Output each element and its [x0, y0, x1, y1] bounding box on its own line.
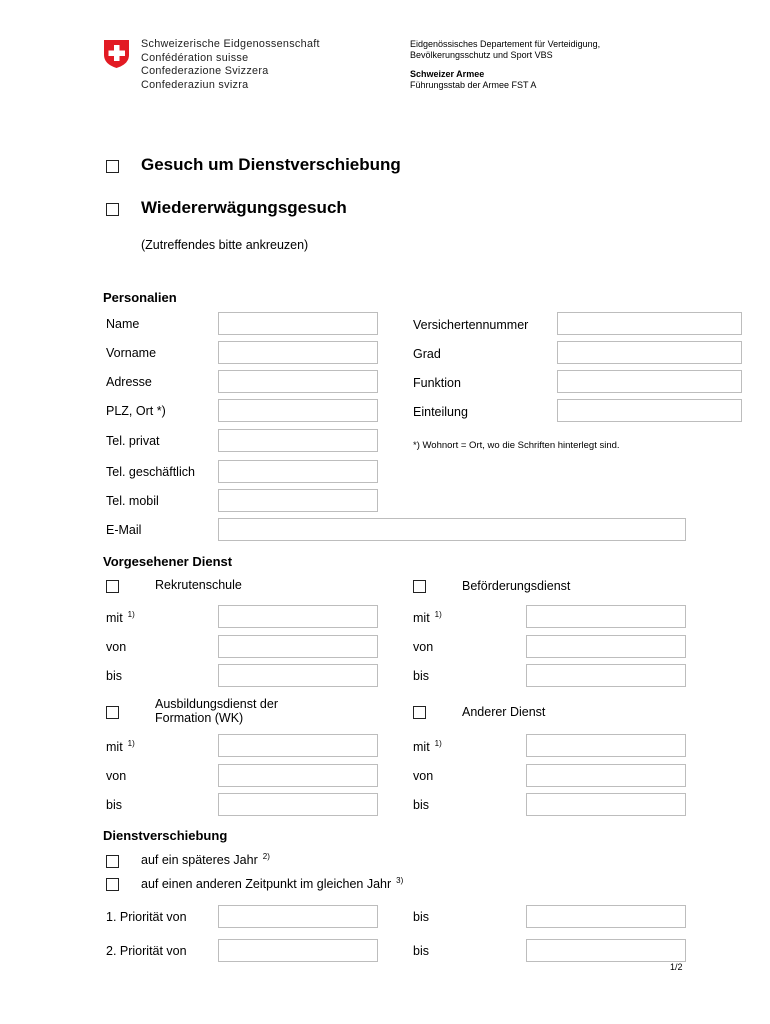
- checkbox-ausbildungsdienst[interactable]: [106, 706, 119, 719]
- label-tel-privat: Tel. privat: [106, 434, 160, 448]
- label-bef-von: von: [413, 640, 434, 654]
- grad-field[interactable]: [557, 341, 742, 364]
- wohnort-footnote: *) Wohnort = Ort, wo die Schriften hinterlegt sind.: [413, 440, 620, 451]
- label-tel-geschaeftlich: Tel. geschäftlich: [106, 465, 195, 479]
- wk-mit-field[interactable]: [218, 734, 378, 757]
- label-versichertennummer: Versichertennummer: [413, 318, 529, 332]
- email-field[interactable]: [218, 518, 686, 541]
- checkbox-anderer-dienst[interactable]: [413, 706, 426, 719]
- label-prio2-bis: bis: [413, 944, 429, 958]
- bef-mit-field[interactable]: [526, 605, 686, 628]
- checkbox-dienstverschiebung[interactable]: [106, 160, 119, 173]
- department-line1: Eidgenössisches Departement für Verteidigung,: [410, 39, 601, 49]
- section-dienstverschiebung: Dienstverschiebung: [103, 828, 228, 843]
- section-vorgesehener-dienst: Vorgesehener Dienst: [103, 554, 233, 569]
- tel-geschaeftlich-field[interactable]: [218, 460, 378, 483]
- label-anderer-von: von: [413, 769, 434, 783]
- label-rekrutenschule: Rekrutenschule: [155, 578, 242, 592]
- plz-ort-field[interactable]: [218, 399, 378, 422]
- label-adresse: Adresse: [106, 375, 152, 389]
- rs-bis-field[interactable]: [218, 664, 378, 687]
- anderer-mit-field[interactable]: [526, 734, 686, 757]
- federal-names: [141, 38, 320, 92]
- label-wk-von: von: [106, 769, 127, 783]
- footnote-1: 1): [434, 739, 442, 748]
- label-anderer-zeitpunkt: auf einen anderen Zeitpunkt im gleichen Jahr $^{3)}$: [141, 876, 404, 891]
- label-prio1-bis: bis: [413, 910, 429, 924]
- department-line2: Bevölkerungsschutz und Sport VBS: [410, 50, 553, 60]
- label-befoerderungsdienst: Beförderungsdienst: [462, 579, 571, 593]
- rs-mit-field[interactable]: [218, 605, 378, 628]
- vorname-field[interactable]: [218, 341, 378, 364]
- staff-name: Führungsstab der Armee FST A: [410, 80, 537, 90]
- label-prio2-von: 2. Priorität von: [106, 944, 187, 958]
- funktion-field[interactable]: [557, 370, 742, 393]
- label-spaeteres-jahr: auf ein späteres Jahr $^{2)}$: [141, 852, 270, 867]
- title-hint: (Zutreffendes bitte ankreuzen): [141, 238, 309, 252]
- checkbox-rekrutenschule[interactable]: [106, 580, 119, 593]
- adresse-field[interactable]: [218, 370, 378, 393]
- label-rs-bis: bis: [106, 669, 122, 683]
- checkbox-befoerderungsdienst[interactable]: [413, 580, 426, 593]
- footnote-2: 2): [262, 852, 270, 861]
- footnote-1: 1): [127, 739, 135, 748]
- label-bef-bis: bis: [413, 669, 429, 683]
- checkbox-spaeteres-jahr[interactable]: [106, 855, 119, 868]
- label-vorname: Vorname: [106, 346, 157, 360]
- anderer-von-field[interactable]: [526, 764, 686, 787]
- wk-bis-field[interactable]: [218, 793, 378, 816]
- versichertennummer-field[interactable]: [557, 312, 742, 335]
- label-ausbildung-line2: Formation (WK): [155, 711, 244, 725]
- label-ausbildung-line1: Ausbildungsdienst der: [155, 697, 278, 711]
- bef-von-field[interactable]: [526, 635, 686, 658]
- prio2-von-field[interactable]: [218, 939, 378, 962]
- footnote-1: 1): [434, 610, 442, 619]
- tel-privat-field[interactable]: [218, 429, 378, 452]
- label-rs-von: von: [106, 640, 127, 654]
- label-einteilung: Einteilung: [413, 405, 468, 419]
- rs-von-field[interactable]: [218, 635, 378, 658]
- swiss-cross-logo: [103, 39, 130, 69]
- label-funktion: Funktion: [413, 376, 461, 390]
- name-field[interactable]: [218, 312, 378, 335]
- prio1-von-field[interactable]: [218, 905, 378, 928]
- bef-bis-field[interactable]: [526, 664, 686, 687]
- checkbox-anderer-zeitpunkt[interactable]: [106, 878, 119, 891]
- anderer-bis-field[interactable]: [526, 793, 686, 816]
- federal-name-fr: Confédération suisse: [141, 51, 249, 64]
- federal-name-rm: Confederaziun svizra: [141, 78, 249, 91]
- label-wk-bis: bis: [106, 798, 122, 812]
- label-anderer-dienst: Anderer Dienst: [462, 705, 546, 719]
- label-wk-mit: mit $^{1)}$: [106, 739, 135, 754]
- label-email: E-Mail: [106, 523, 142, 537]
- label-anderer-bis: bis: [413, 798, 429, 812]
- federal-name-it: Confederazione Svizzera: [141, 65, 269, 77]
- einteilung-field[interactable]: [557, 399, 742, 422]
- label-plz-ort: PLZ, Ort *): [106, 404, 166, 418]
- label-rs-mit: mit $^{1)}$: [106, 610, 135, 625]
- page-number: 1/2: [670, 962, 683, 972]
- prio1-bis-field[interactable]: [526, 905, 686, 928]
- label-anderer-mit: mit $^{1)}$: [413, 739, 442, 754]
- checkbox-wiedererwaegung[interactable]: [106, 203, 119, 216]
- footnote-1: 1): [127, 610, 135, 619]
- army-name: Schweizer Armee: [410, 69, 485, 79]
- wk-von-field[interactable]: [218, 764, 378, 787]
- federal-name-de: Schweizerische Eidgenossenschaft: [141, 38, 320, 50]
- label-grad: Grad: [413, 347, 441, 361]
- label-tel-mobil: Tel. mobil: [106, 494, 159, 508]
- title-wiedererwaegung: Wiedererwägungsgesuch: [141, 198, 347, 217]
- footnote-3: 3): [396, 876, 404, 885]
- label-bef-mit: mit $^{1)}$: [413, 610, 442, 625]
- label-name: Name: [106, 317, 140, 331]
- prio2-bis-field[interactable]: [526, 939, 686, 962]
- section-personalien: Personalien: [103, 290, 177, 305]
- title-dienstverschiebung: Gesuch um Dienstverschiebung: [141, 155, 401, 174]
- tel-mobil-field[interactable]: [218, 489, 378, 512]
- label-prio1-von: 1. Priorität von: [106, 910, 187, 924]
